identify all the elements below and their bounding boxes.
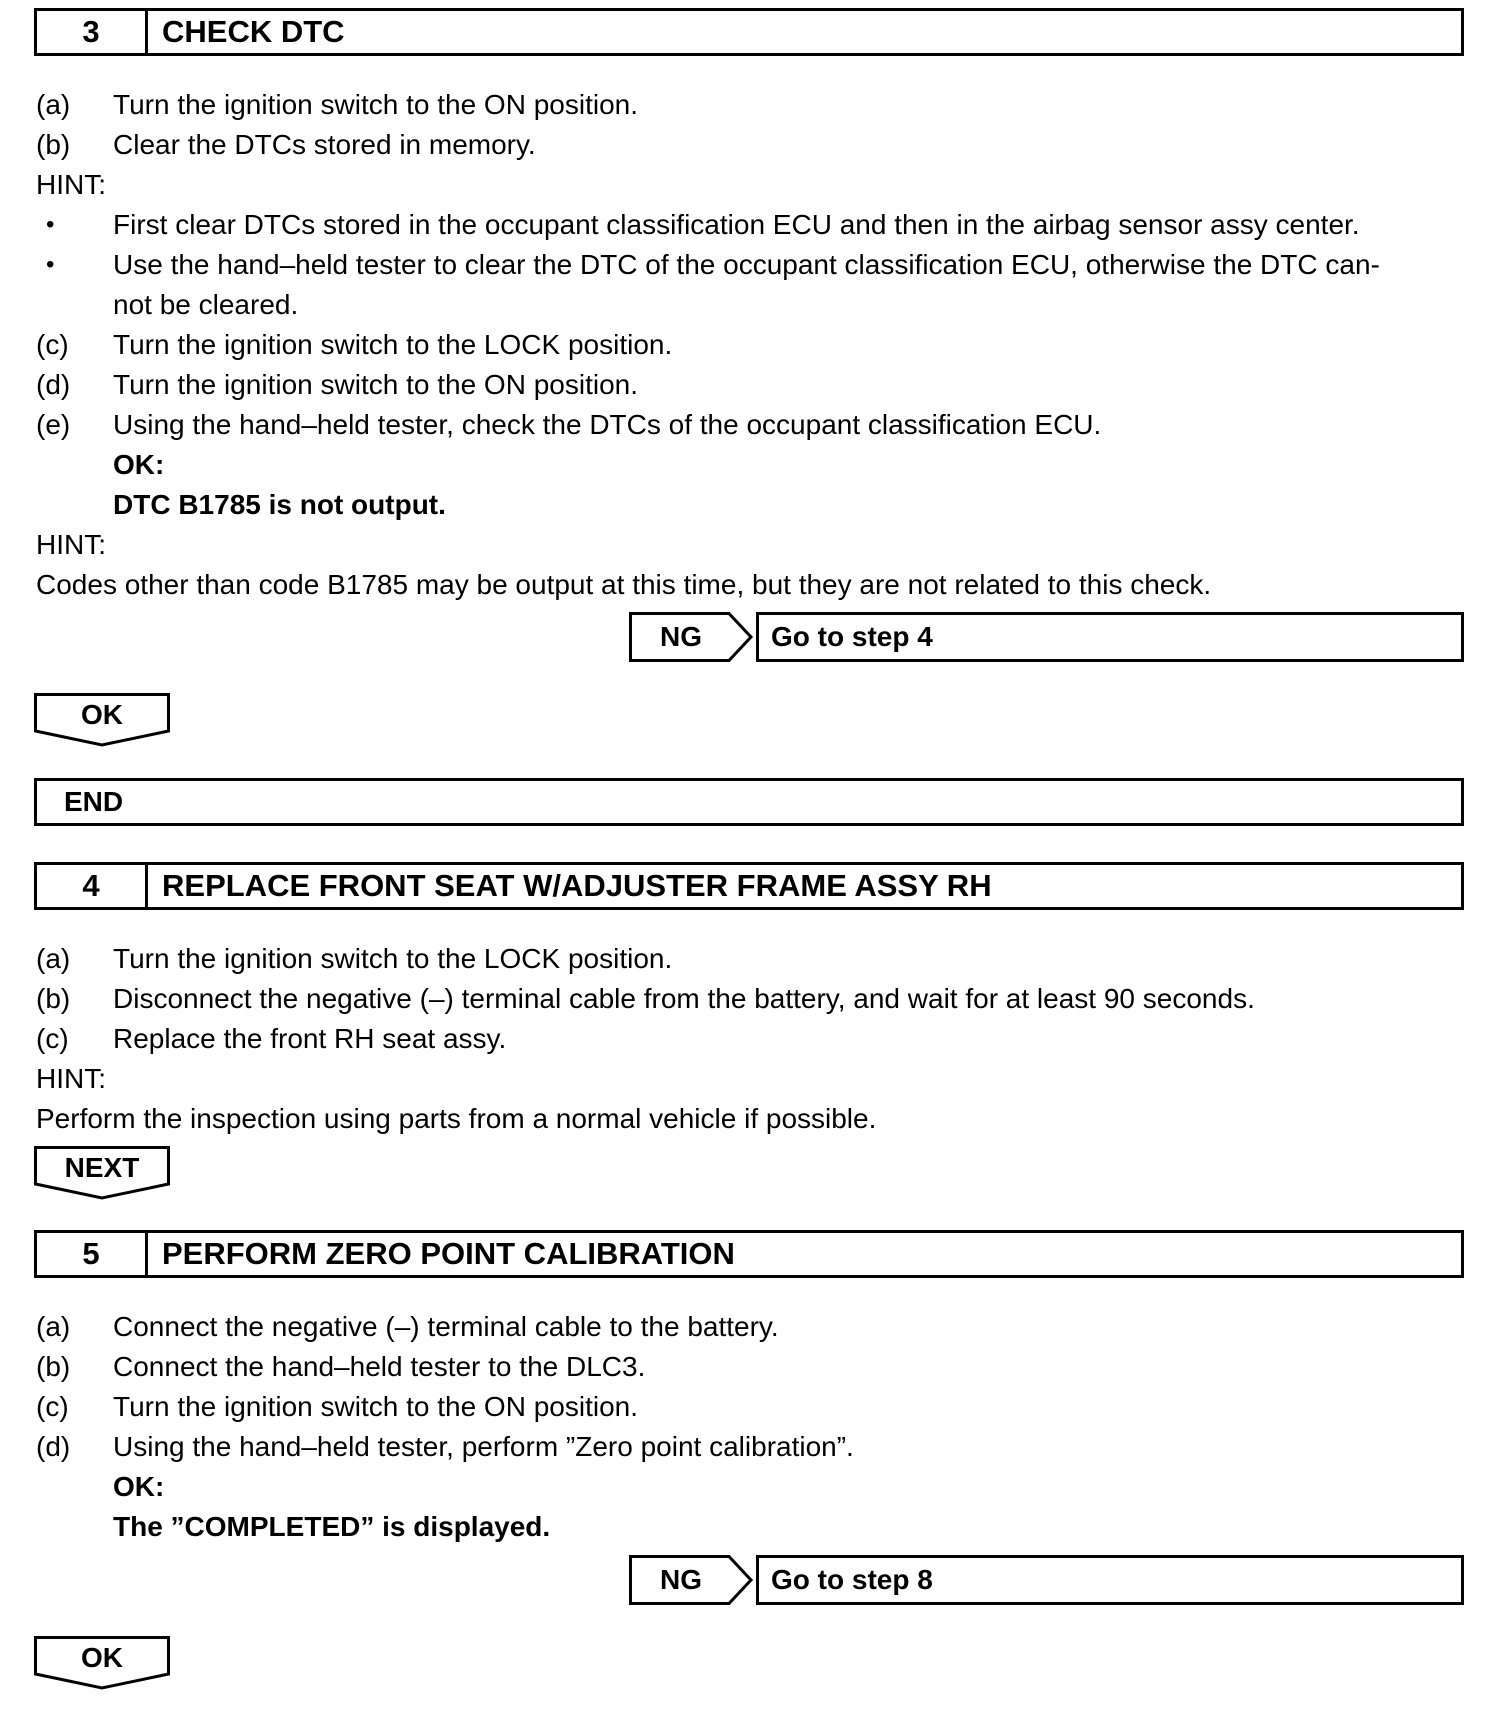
bullet-icon: • — [46, 211, 55, 238]
step-5-header — [34, 1230, 1464, 1278]
step-5-item-a-label: (a) — [36, 1311, 71, 1342]
step-4-item-a-text: Turn the ignition switch to the LOCK position. — [113, 943, 673, 974]
step-3-item-e-text: Using the hand–held tester, check the DTCs of the occupant classification ECU. — [113, 409, 1102, 440]
step-3-item-c-text: Turn the ignition switch to the LOCK position. — [113, 329, 673, 360]
step-3-number: 3 — [37, 11, 148, 53]
step-3-ok-label: OK: — [113, 449, 165, 480]
step-5-item-d-label: (d) — [36, 1431, 71, 1462]
step-3-ok-button[interactable] — [34, 693, 170, 747]
step-4-item-a-label: (a) — [36, 943, 71, 974]
step-4-title: REPLACE FRONT SEAT W/ADJUSTER FRAME ASSY RH — [162, 868, 992, 903]
step-3-item-a-text: Turn the ignition switch to the ON position. — [113, 89, 638, 120]
step-3-hint-label: HINT: — [36, 169, 106, 200]
step-3-item-d-text: Turn the ignition switch to the ON position. — [113, 369, 638, 400]
step-5-ok-condition: The ”COMPLETED” is displayed. — [113, 1511, 551, 1542]
step-3-item-a-label: (a) — [36, 89, 71, 120]
step-4-next-button[interactable] — [34, 1146, 170, 1200]
step-4-item-b-text: Disconnect the negative (–) terminal cable from the battery, and wait for at least 90 seconds. — [113, 983, 1255, 1014]
step-5-item-b-label: (b) — [36, 1351, 71, 1382]
step-3-hint-bullet-1: First clear DTCs stored in the occupant classification ECU and then in the airbag sensor assy center. — [113, 209, 1360, 240]
step-4-item-b-label: (b) — [36, 983, 71, 1014]
step-3-ng-label: NG — [660, 621, 702, 652]
step-3-item-e-label: (e) — [36, 409, 71, 440]
step-3-item-c-label: (c) — [36, 329, 69, 360]
step-3-item-b-text: Clear the DTCs stored in memory. — [113, 129, 536, 160]
step-3-hint-bullet-2-line-2: not be cleared. — [113, 289, 299, 320]
step-5-title: PERFORM ZERO POINT CALIBRATION — [162, 1236, 735, 1271]
step-4-item-c-text: Replace the front RH seat assy. — [113, 1023, 507, 1054]
step-3-ok-button-label: OK — [81, 699, 123, 730]
step-5-go-to-step-8[interactable]: Go to step 8 — [756, 1555, 1464, 1605]
step-5-number: 5 — [37, 1233, 148, 1275]
step-3-item-d-label: (d) — [36, 369, 71, 400]
step-3-ng-branch — [629, 612, 1464, 662]
step-5-item-c-label: (c) — [36, 1391, 69, 1422]
step-3-title: CHECK DTC — [162, 14, 345, 49]
step-3-hint-2-text: Codes other than code B1785 may be output at this time, but they are not related to this check. — [36, 569, 1212, 600]
step-5-ok-label: OK: — [113, 1471, 165, 1502]
end-box: END — [34, 778, 1464, 826]
step-5-item-a-text: Connect the negative (–) terminal cable to the battery. — [113, 1311, 779, 1342]
step-5-item-b-text: Connect the hand–held tester to the DLC3. — [113, 1351, 646, 1382]
step-3-hint-2-label: HINT: — [36, 529, 106, 560]
step-4-hint-label: HINT: — [36, 1063, 106, 1094]
step-5-ok-button-label: OK — [81, 1642, 123, 1673]
step-4-item-c-label: (c) — [36, 1023, 69, 1054]
step-4-hint-text: Perform the inspection using parts from a normal vehicle if possible. — [36, 1103, 877, 1134]
step-4-header — [34, 862, 1464, 910]
step-5-ng-branch — [629, 1555, 1464, 1605]
step-5-item-d-text: Using the hand–held tester, perform ”Zero point calibration”. — [113, 1431, 854, 1462]
step-4-number: 4 — [37, 865, 148, 907]
step-5-ok-button[interactable] — [34, 1636, 170, 1690]
step-3-ok-condition: DTC B1785 is not output. — [113, 489, 446, 520]
step-5-ng-label: NG — [660, 1564, 702, 1595]
step-5-item-c-text: Turn the ignition switch to the ON position. — [113, 1391, 638, 1422]
step-3-go-to-step-4[interactable]: Go to step 4 — [756, 612, 1464, 662]
step-3-header — [34, 8, 1464, 56]
step-4-next-button-label: NEXT — [64, 1152, 140, 1183]
bullet-icon: • — [46, 251, 55, 278]
step-3-item-b-label: (b) — [36, 129, 71, 160]
step-3-hint-bullet-2-line-1: Use the hand–held tester to clear the DTC of the occupant classification ECU, otherwise the DTC can- — [113, 249, 1380, 280]
